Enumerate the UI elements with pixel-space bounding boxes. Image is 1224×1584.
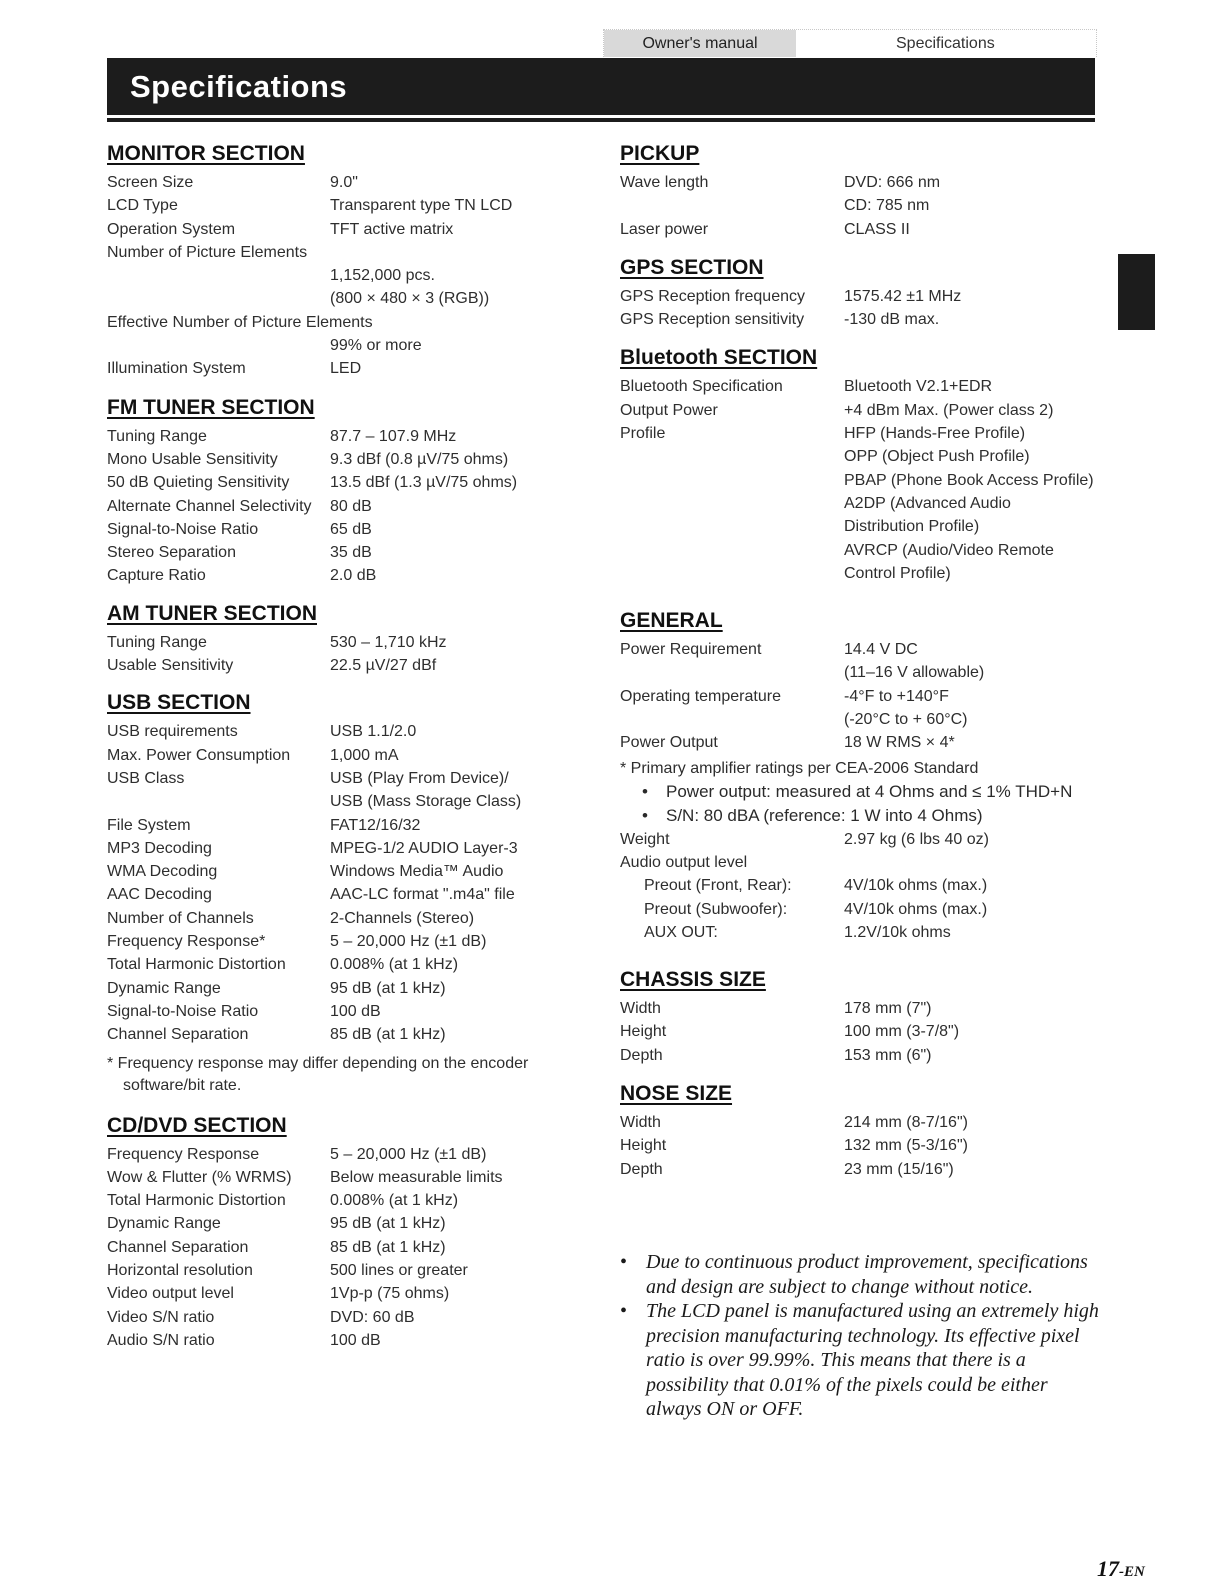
spec-label: Effective Number of Picture Elements	[107, 313, 373, 331]
bullet-dot: •	[642, 805, 648, 825]
spec-value: AAC-LC format ".m4a" file	[330, 886, 515, 904]
title-rule	[107, 118, 1095, 122]
spec-rows	[620, 285, 1100, 332]
spec-value: MPEG-1/2 AUDIO Layer-3	[330, 839, 518, 857]
spec-value: PBAP (Phone Book Access Profile)	[844, 471, 1094, 489]
spec-label: Channel Separation	[107, 1026, 249, 1044]
spec-label: Screen Size	[107, 174, 194, 191]
spec-label	[620, 661, 624, 684]
bluetooth-section	[620, 344, 1100, 585]
spec-row	[107, 311, 567, 334]
spec-value: 100 dB	[330, 1331, 381, 1349]
spec-row	[107, 1189, 567, 1212]
side-tab-marker	[1118, 254, 1155, 330]
spec-value: A2DP (Advanced Audio	[844, 494, 1011, 512]
spec-row	[107, 171, 567, 194]
spec-row	[620, 515, 1100, 538]
spec-rows	[620, 997, 1100, 1067]
spec-label: Total Harmonic Distortion	[107, 1192, 286, 1210]
spec-value: 23 mm (15/16")	[844, 1160, 954, 1178]
spec-row	[620, 562, 1100, 585]
spec-value: -4°F to +140°F	[844, 687, 949, 705]
spec-value: 2.97 kg (6 lbs 40 oz)	[844, 830, 989, 848]
spec-row	[107, 1306, 567, 1329]
spec-value: 95 dB (at 1 kHz)	[330, 1215, 446, 1233]
spec-rows	[620, 171, 1100, 241]
spec-value: Control Profile)	[844, 564, 951, 582]
spec-label	[620, 562, 624, 585]
bullet-text: S/N: 80 dBA (reference: 1 W into 4 Ohms)	[666, 805, 983, 825]
spec-row	[107, 907, 567, 930]
spec-row	[107, 953, 567, 976]
spec-label	[107, 334, 111, 357]
spec-label: Total Harmonic Distortion	[107, 956, 286, 974]
spec-row	[107, 1000, 567, 1023]
spec-label: Video S/N ratio	[107, 1308, 215, 1326]
page-language-suffix: -EN	[1119, 1564, 1145, 1580]
spec-value: Transparent type TN LCD	[330, 197, 513, 215]
spec-label: Video output level	[107, 1285, 234, 1303]
gps-section	[620, 254, 1100, 332]
spec-row	[620, 1158, 1100, 1181]
spec-rows	[620, 828, 1100, 875]
spec-value: 0.008% (at 1 kHz)	[330, 1192, 459, 1210]
spec-value: 5 – 20,000 Hz (±1 dB)	[330, 933, 487, 951]
spec-label: Width	[620, 1000, 661, 1018]
spec-label: Profile	[620, 425, 666, 443]
spec-row	[107, 287, 567, 310]
spec-label: Preout (Subwoofer):	[644, 900, 788, 918]
spec-label: Number of Channels	[107, 909, 254, 927]
spec-rows	[620, 1111, 1100, 1181]
spec-row	[107, 631, 567, 654]
spec-label: Weight	[620, 830, 670, 848]
spec-row	[644, 898, 1100, 921]
spec-row	[107, 720, 567, 743]
notice-text: Due to continuous product improvement, specifications and design are subject to change without notice.	[646, 1251, 1088, 1298]
spec-value: CD: 785 nm	[844, 197, 930, 215]
page-number	[1097, 1556, 1145, 1582]
section-title: PICKUP	[620, 142, 700, 165]
spec-value: 1575.42 ±1 MHz	[844, 287, 962, 305]
nav-specifications: Specifications	[896, 34, 995, 52]
spec-label: Preout (Front, Rear):	[644, 877, 792, 895]
spec-row	[620, 638, 1100, 661]
section-title: CHASSIS SIZE	[620, 968, 766, 992]
spec-value: USB (Play From Device)/	[330, 769, 509, 787]
spec-label: Depth	[620, 1160, 663, 1178]
spec-value: 530 – 1,710 kHz	[330, 633, 447, 651]
spec-label: Width	[620, 1114, 661, 1132]
spec-label	[620, 539, 624, 562]
spec-row	[107, 790, 567, 813]
spec-label: Capture Ratio	[107, 567, 206, 585]
spec-label: Max. Power Consumption	[107, 746, 291, 764]
spec-value: 214 mm (8-7/16")	[844, 1114, 968, 1132]
section-title: USB SECTION	[107, 691, 251, 715]
spec-label: Illumination System	[107, 360, 246, 378]
spec-value: 4V/10k ohms (max.)	[844, 877, 988, 895]
spec-row	[620, 731, 1100, 754]
spec-value: 100 dB	[330, 1002, 381, 1020]
notice-item	[620, 1250, 1100, 1299]
spec-value: OPP (Object Push Profile)	[844, 448, 1030, 466]
bullet-dot: •	[642, 781, 648, 801]
spec-row	[107, 518, 567, 541]
spec-row	[107, 194, 567, 217]
bullet-dot: •	[620, 1251, 628, 1273]
spec-value: CLASS II	[844, 220, 910, 238]
section-title: FM TUNER SECTION	[107, 395, 315, 419]
spec-value: LED	[330, 360, 362, 378]
spec-row	[107, 357, 567, 380]
spec-label: Laser power	[620, 220, 709, 238]
section-title: GPS SECTION	[620, 255, 764, 279]
notice-item	[620, 1299, 1100, 1422]
spec-value: USB 1.1/2.0	[330, 723, 417, 741]
spec-row	[620, 828, 1100, 851]
bullet-sn	[620, 804, 1100, 828]
spec-value: 87.7 – 107.9 MHz	[330, 427, 457, 445]
spec-row	[107, 977, 567, 1000]
spec-value: Windows Media™ Audio	[330, 863, 504, 881]
am-tuner-section	[107, 600, 567, 678]
spec-row	[620, 997, 1100, 1020]
spec-row	[620, 375, 1100, 398]
spec-row	[620, 194, 1100, 217]
spec-row	[107, 1236, 567, 1259]
left-column	[107, 140, 567, 1352]
title-bar	[107, 58, 1095, 115]
spec-value: USB (Mass Storage Class)	[330, 793, 522, 811]
spec-value: Below measurable limits	[330, 1168, 503, 1186]
spec-row	[107, 1329, 567, 1352]
spec-row	[644, 874, 1100, 897]
spec-value: (11–16 V allowable)	[844, 664, 985, 682]
pickup-section	[620, 140, 1100, 241]
spec-value: TFT active matrix	[330, 220, 454, 238]
spec-label: Operation System	[107, 220, 236, 238]
spec-value: 99% or more	[330, 337, 422, 355]
cd-dvd-section	[107, 1112, 567, 1353]
spec-label	[107, 790, 111, 813]
spec-label: Wow & Flutter (% WRMS)	[107, 1168, 292, 1186]
spec-row	[107, 241, 567, 264]
spec-label: Frequency Response	[107, 1145, 260, 1163]
spec-value: 1Vp-p (75 ohms)	[330, 1285, 450, 1303]
spec-rows	[620, 375, 1100, 585]
spec-value: 13.5 dBf (1.3 µV/75 ohms)	[330, 474, 518, 492]
chassis-size-section	[620, 966, 1100, 1067]
section-title: Bluetooth SECTION	[620, 346, 818, 370]
spec-label: Depth	[620, 1046, 663, 1064]
spec-label: 50 dB Quieting Sensitivity	[107, 474, 290, 492]
section-title: NOSE SIZE	[620, 1082, 733, 1106]
audio-output-rows	[620, 874, 1100, 944]
section-title: MONITOR SECTION	[107, 142, 305, 165]
section-title: GENERAL	[620, 609, 723, 633]
page-number-value: 17	[1097, 1556, 1119, 1581]
spec-value: 65 dB	[330, 520, 372, 538]
spec-row	[107, 767, 567, 790]
spec-value: 35 dB	[330, 544, 372, 562]
spec-label: Signal-to-Noise Ratio	[107, 520, 259, 538]
spec-row	[620, 661, 1100, 684]
spec-label: USB Class	[107, 769, 185, 787]
spec-label	[107, 287, 111, 310]
header-nav	[603, 29, 1097, 57]
spec-label: Height	[620, 1137, 667, 1155]
spec-label: Wave length	[620, 174, 709, 191]
spec-label: Number of Picture Elements	[107, 243, 308, 261]
spec-label: Bluetooth Specification	[620, 378, 783, 396]
spec-label	[620, 708, 624, 731]
spec-value: 95 dB (at 1 kHz)	[330, 979, 446, 997]
spec-label: LCD Type	[107, 197, 178, 215]
spec-row	[107, 471, 567, 494]
spec-value: 5 – 20,000 Hz (±1 dB)	[330, 1145, 487, 1163]
spec-row	[620, 685, 1100, 708]
spec-value: 85 dB (at 1 kHz)	[330, 1238, 446, 1256]
spec-value: +4 dBm Max. (Power class 2)	[844, 401, 1054, 419]
spec-label: Operating temperature	[620, 687, 781, 705]
spec-row	[107, 541, 567, 564]
spec-label	[620, 492, 624, 515]
spec-rows	[107, 1143, 567, 1353]
spec-row	[107, 425, 567, 448]
spec-row	[107, 744, 567, 767]
spec-row	[620, 1134, 1100, 1157]
spec-rows	[107, 425, 567, 588]
spec-label: Signal-to-Noise Ratio	[107, 1002, 259, 1020]
spec-value: 500 lines or greater	[330, 1261, 468, 1279]
spec-value: 1.2V/10k ohms	[844, 923, 951, 941]
notice-text: The LCD panel is manufactured using an extremely high precision manufacturing technology. Its effective pixel ratio is over 99.99%. This means that there is a possibility that 0.01% of the pixels could be either always ON or OFF.	[646, 1300, 1099, 1420]
spec-value: DVD: 666 nm	[844, 174, 941, 191]
spec-label: AUX OUT:	[644, 923, 718, 941]
section-title: AM TUNER SECTION	[107, 601, 317, 625]
spec-value: 0.008% (at 1 kHz)	[330, 956, 459, 974]
spec-value: 9.3 dBf (0.8 µV/75 ohms)	[330, 450, 509, 468]
spec-label: Power Requirement	[620, 641, 762, 659]
spec-row	[620, 308, 1100, 331]
spec-label	[620, 445, 624, 468]
spec-label: Dynamic Range	[107, 979, 221, 997]
monitor-section	[107, 140, 567, 381]
spec-row	[620, 218, 1100, 241]
spec-label: Dynamic Range	[107, 1215, 221, 1233]
spec-row	[107, 1143, 567, 1166]
spec-value: 2.0 dB	[330, 567, 377, 585]
spec-value: (800 × 480 × 3 (RGB))	[330, 290, 490, 308]
spec-rows	[620, 638, 1100, 754]
spec-row	[107, 654, 567, 677]
spec-value: 132 mm (5-3/16")	[844, 1137, 968, 1155]
spec-value: HFP (Hands-Free Profile)	[844, 425, 1026, 443]
spec-row	[107, 334, 567, 357]
spec-row	[107, 860, 567, 883]
spec-row	[620, 285, 1100, 308]
spec-value: 80 dB	[330, 497, 372, 515]
spec-label: WMA Decoding	[107, 863, 218, 881]
spec-label	[107, 264, 111, 287]
page-title: Specifications	[130, 68, 348, 104]
spec-row	[107, 814, 567, 837]
spec-row	[107, 1166, 567, 1189]
spec-row	[107, 1023, 567, 1046]
spec-row	[620, 1111, 1100, 1134]
spec-label: Frequency Response*	[107, 933, 266, 951]
spec-label: Power Output	[620, 734, 718, 752]
spec-label: Usable Sensitivity	[107, 657, 234, 675]
spec-row	[107, 1212, 567, 1235]
nav-owners-manual: Owner's manual	[604, 30, 796, 57]
spec-label: AAC Decoding	[107, 886, 212, 904]
bullet-dot: •	[620, 1300, 628, 1322]
spec-rows	[107, 720, 567, 1046]
spec-row	[620, 1020, 1100, 1043]
usb-section	[107, 689, 567, 1096]
spec-value: 153 mm (6")	[844, 1046, 932, 1064]
spec-value: DVD: 60 dB	[330, 1308, 415, 1326]
spec-value: 18 W RMS × 4*	[844, 734, 955, 752]
spec-row	[620, 445, 1100, 468]
spec-value: FAT12/16/32	[330, 816, 421, 834]
spec-label: Stereo Separation	[107, 544, 236, 562]
bullet-text: Power output: measured at 4 Ohms and ≤ 1% THD+N	[666, 781, 1073, 801]
spec-label	[620, 515, 624, 538]
spec-row	[107, 218, 567, 241]
spec-row	[107, 837, 567, 860]
spec-row	[107, 883, 567, 906]
spec-label: Mono Usable Sensitivity	[107, 450, 278, 468]
spec-value: 1,152,000 pcs.	[330, 267, 435, 285]
spec-label: Alternate Channel Selectivity	[107, 497, 312, 515]
spec-row	[620, 1044, 1100, 1067]
spec-label: GPS Reception sensitivity	[620, 311, 805, 329]
general-section	[620, 607, 1100, 944]
spec-label: Height	[620, 1023, 667, 1041]
spec-label: Tuning Range	[107, 427, 207, 445]
fm-tuner-section	[107, 394, 567, 588]
spec-row	[620, 708, 1100, 731]
spec-label: USB requirements	[107, 723, 238, 741]
spec-row	[107, 1259, 567, 1282]
bullet-power-output	[620, 780, 1100, 804]
amplifier-note: * Primary amplifier ratings per CEA-2006 Standard	[620, 759, 979, 777]
spec-row	[107, 264, 567, 287]
spec-row	[620, 399, 1100, 422]
spec-row	[620, 171, 1100, 194]
spec-row	[620, 492, 1100, 515]
spec-label: Output Power	[620, 401, 718, 419]
spec-value: 100 mm (3-7/8")	[844, 1023, 960, 1041]
spec-row	[620, 539, 1100, 562]
spec-label: File System	[107, 816, 191, 834]
spec-value: 22.5 µV/27 dBf	[330, 657, 437, 675]
spec-value: 178 mm (7")	[844, 1000, 932, 1018]
spec-value: 9.0"	[330, 174, 358, 191]
spec-value: -130 dB max.	[844, 311, 940, 329]
spec-row	[620, 469, 1100, 492]
spec-label: MP3 Decoding	[107, 839, 212, 857]
spec-label	[620, 194, 624, 217]
spec-value: (-20°C to + 60°C)	[844, 711, 968, 729]
right-column	[620, 140, 1100, 1181]
spec-label: Channel Separation	[107, 1238, 249, 1256]
spec-value: Distribution Profile)	[844, 518, 980, 536]
spec-label: Tuning Range	[107, 633, 207, 651]
spec-row	[620, 851, 1100, 874]
spec-label: GPS Reception frequency	[620, 287, 805, 305]
spec-rows	[107, 171, 567, 381]
spec-label: Horizontal resolution	[107, 1261, 253, 1279]
spec-row	[107, 564, 567, 587]
usb-footnote: * Frequency response may differ depending on the encoder software/bit rate.	[107, 1054, 529, 1094]
spec-value: 85 dB (at 1 kHz)	[330, 1026, 446, 1044]
spec-value: 14.4 V DC	[844, 641, 918, 659]
spec-value: 1,000 mA	[330, 746, 399, 764]
section-title: CD/DVD SECTION	[107, 1113, 287, 1137]
spec-row	[644, 921, 1100, 944]
spec-row	[107, 930, 567, 953]
spec-rows	[107, 631, 567, 678]
spec-value: AVRCP (Audio/Video Remote	[844, 541, 1054, 559]
spec-value: Bluetooth V2.1+EDR	[844, 378, 993, 396]
notices	[620, 1250, 1100, 1422]
spec-row	[107, 448, 567, 471]
spec-label: Audio output level	[620, 853, 748, 871]
spec-value: 4V/10k ohms (max.)	[844, 900, 988, 918]
spec-row	[107, 1282, 567, 1305]
spec-label	[620, 469, 624, 492]
nose-size-section	[620, 1080, 1100, 1181]
spec-label: Audio S/N ratio	[107, 1331, 215, 1349]
spec-row	[107, 495, 567, 518]
spec-row	[620, 422, 1100, 445]
spec-value: 2-Channels (Stereo)	[330, 909, 475, 927]
